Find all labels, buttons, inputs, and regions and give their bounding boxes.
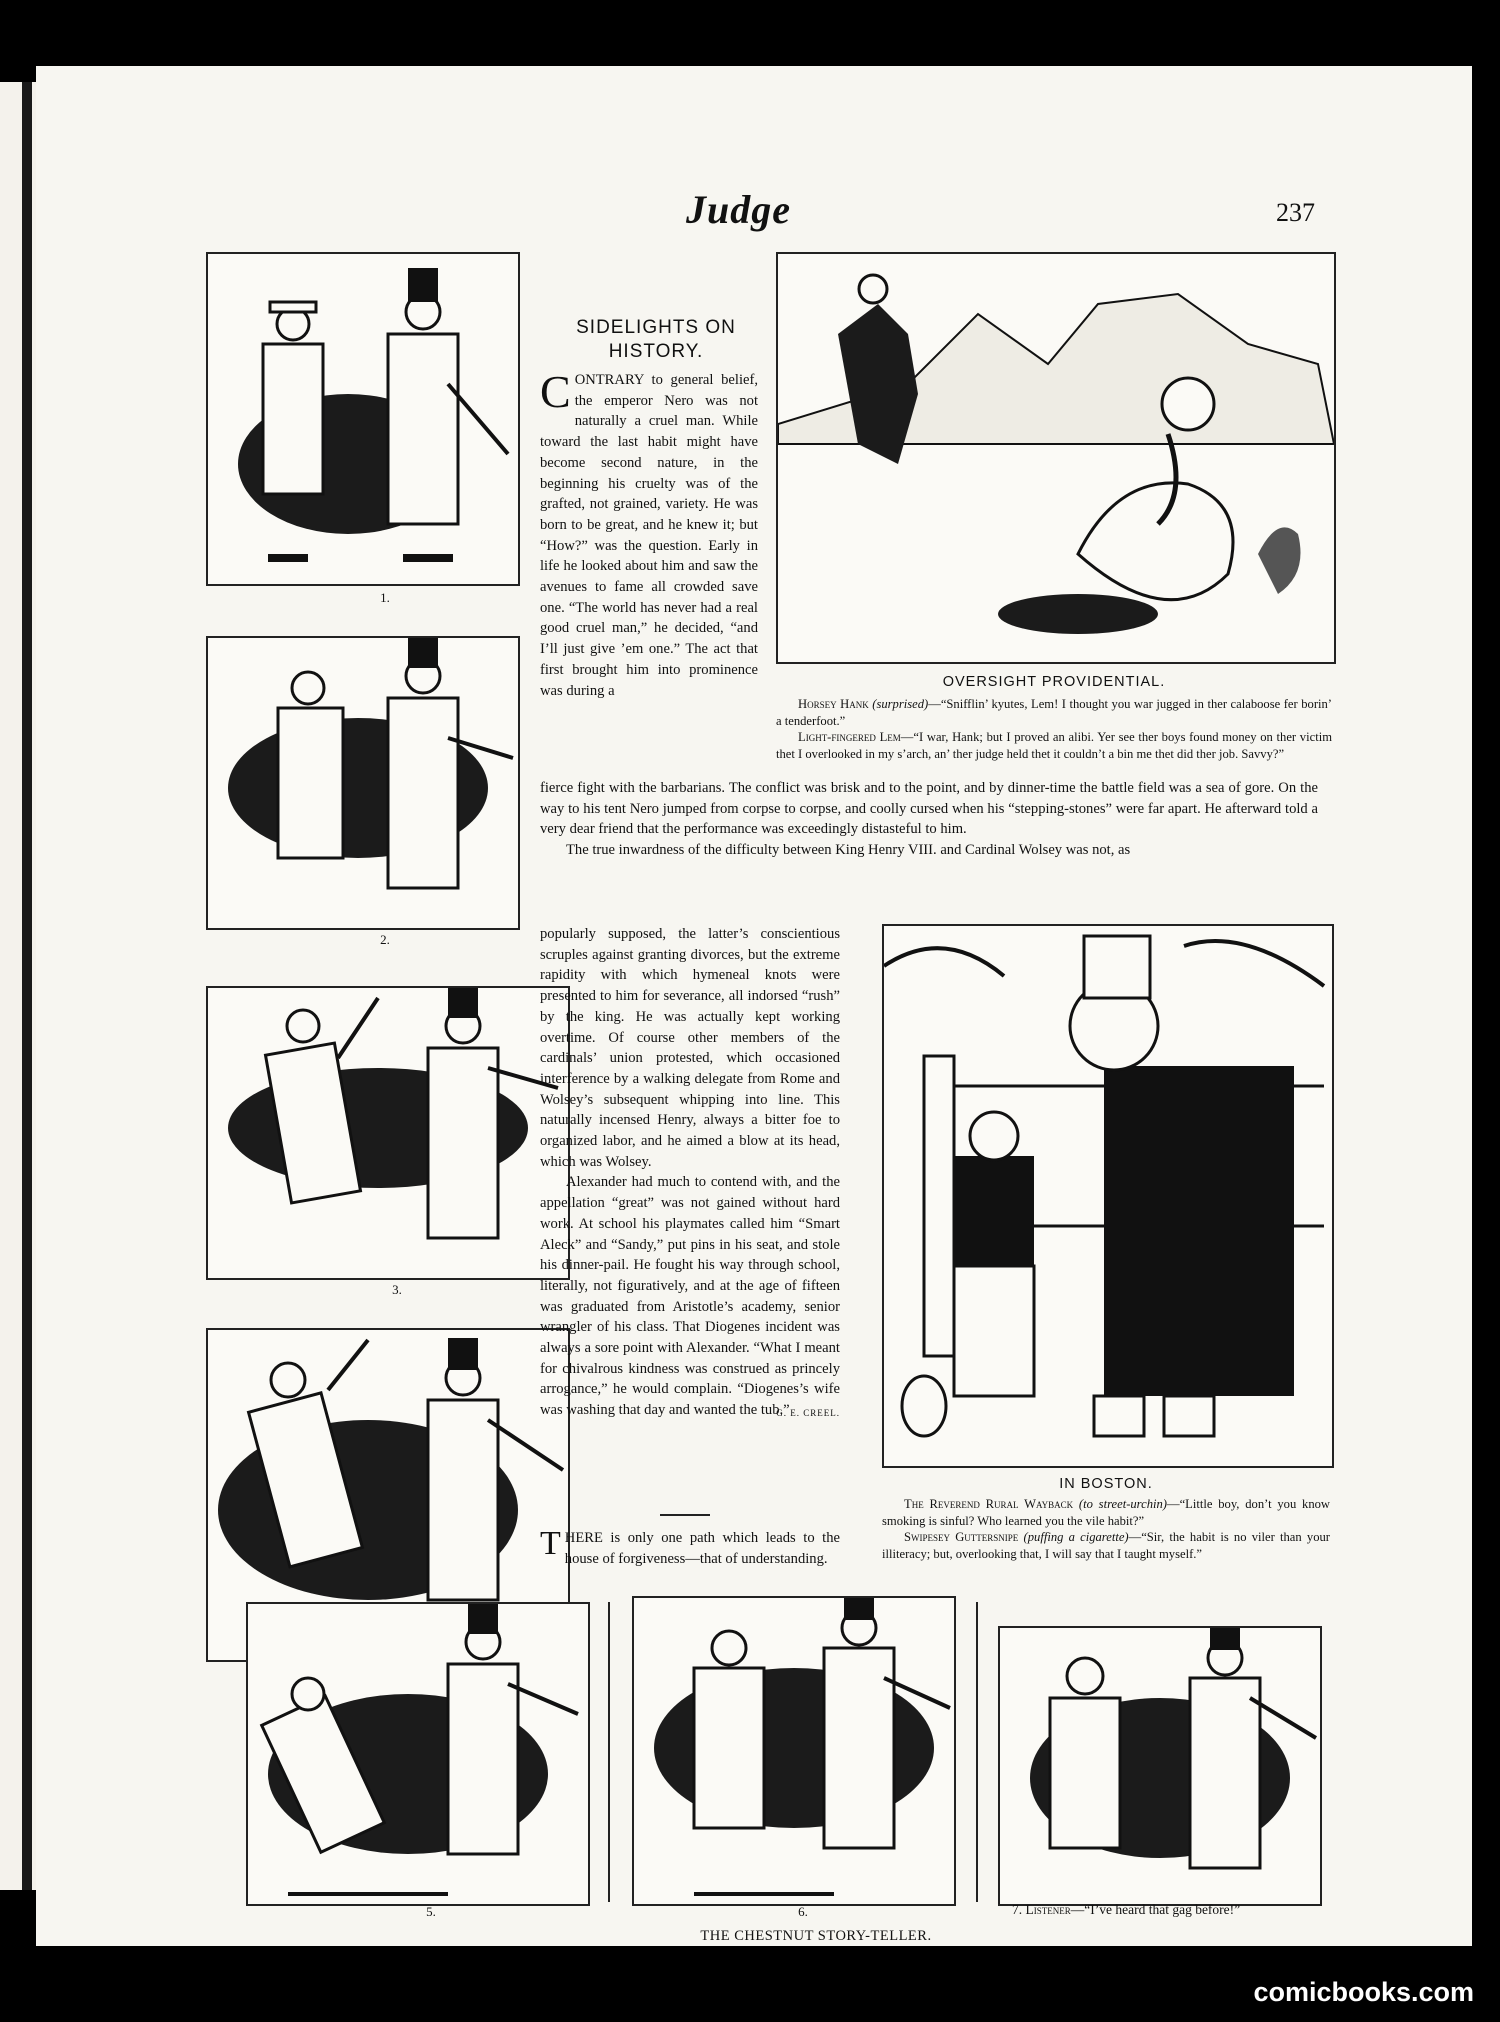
- oversight-speaker-2: Light-fingered Lem: [798, 730, 901, 744]
- strip-panel-2: [206, 636, 520, 930]
- panel-7-speaker: Listener: [1025, 1902, 1071, 1917]
- oversight-caption-text: [776, 696, 1332, 762]
- man-falling-illustration: [248, 1604, 588, 1904]
- article-signature: G. E. CREEL.: [776, 1407, 840, 1418]
- article-column-lower: [540, 924, 840, 1424]
- article-paragraph-2-end: popularly supposed, the latter’s conscientious scruples against granting divorces, but the extreme rapidity with which hymeneal knots were presented to him for severance, all indorsed “rush” by the king. He was actually kept working overtime. Of course other members of the cardinals’ union protested, which occasioned interference by a walking delegate from Rome and Wolsey’s subsequent whipping into line. This naturally incensed Henry, always a bitter foe to organized labor, and he aimed a blow at its head, which was Wolsey.: [540, 926, 840, 1170]
- filler-dropcap: T: [540, 1525, 561, 1562]
- strip-divider-2: [976, 1602, 978, 1902]
- panel-5-label: 5.: [426, 1904, 436, 1919]
- oversight-speaker-1: Horsey Hank: [798, 697, 869, 711]
- boston-stage-direction-2: (puffing a cigarette): [1023, 1530, 1129, 1544]
- boston-speaker-1: The Reverend Rural Wayback: [904, 1497, 1074, 1511]
- article-dropcap: C: [540, 370, 571, 417]
- article-paragraph-2-start: The true inwardness of the difficulty between King Henry VIII. and Cardinal Wolsey was not, as: [566, 842, 1131, 859]
- strip-panel-1: [206, 252, 520, 586]
- magazine-page: [36, 66, 1472, 1946]
- filler-paragraph: [540, 1525, 840, 1569]
- boston-caption-title: IN BOSTON.: [1059, 1476, 1153, 1492]
- article-title: SIDELIGHTS ON HISTORY.: [576, 317, 736, 362]
- site-watermark: comicbooks.com: [1253, 1977, 1474, 2007]
- strip-title: THE CHESTNUT STORY-TELLER.: [700, 1928, 932, 1944]
- two-men-talking-illustration: [208, 638, 518, 928]
- strip-panel-3: [206, 986, 570, 1280]
- panel-2-label: 2.: [380, 932, 390, 947]
- article-column-top: [540, 370, 758, 778]
- panel-1-label: 1.: [380, 590, 390, 605]
- reverend-and-urchin-illustration: [884, 926, 1332, 1466]
- boston-line-1: —“Little boy, don’t you know smoking is sinful? Who learned you the vile habit?”: [882, 1497, 1331, 1528]
- strip-panel-6: [632, 1596, 956, 1906]
- oversight-caption-title: OVERSIGHT PROVIDENTIAL.: [942, 674, 1166, 690]
- strip-divider-1: [608, 1602, 610, 1902]
- panel-7-label: 7.: [1012, 1902, 1023, 1917]
- strip-panel-7: [998, 1626, 1322, 1906]
- panel-6-label: 6.: [798, 1904, 808, 1919]
- boston-caption-text: [882, 1496, 1330, 1562]
- oversight-stage-direction: (surprised): [872, 697, 929, 711]
- filler-text: HERE is only one path which leads to the house of forgiveness—that of understanding.: [564, 1530, 840, 1567]
- oversight-line-2: —“I war, Hank; but I proved an alibi. Yer see ther boys found money on ther victim thet I overlooked in my s’arch, an’ ther judge held thet it couldn’t a bin me thet did ther job. Savvy?”: [776, 730, 1332, 761]
- article-paragraph-3: Alexander had much to contend with, and the appellation “great” was not gained without hard work. At school his playmates called him “Smart Aleck” and “Sandy,” put pins in his seat, and stole his dinner-pail. He fought his way through school, literally, not figuratively, and at the age of fifteen was graduated from Aristotle’s academy, senior wrangler of his class. That Diogenes incident was always a sore point with Alexander. “What I meant for chivalrous kindness was construed as princely arrogance,” he would complain. “Diogenes’s wife was washing that day and wanted the tub.”: [540, 1174, 840, 1419]
- article-wide-block: [540, 778, 1318, 861]
- oversight-line-1: —“Snifflin’ kyutes, Lem! I thought you war jugged in ther calaboose fer borin’ a tenderfoot.”: [776, 697, 1333, 728]
- man-gesturing-illustration: [208, 988, 568, 1278]
- panel-3-label: 3.: [392, 1282, 402, 1297]
- two-men-talking-illustration: [208, 254, 518, 584]
- panel-7-caption: [1012, 1902, 1332, 1918]
- cowboy-campfire-illustration: [778, 254, 1334, 662]
- man-doubled-over-illustration: [634, 1598, 954, 1904]
- in-boston-illustration: [882, 924, 1334, 1468]
- section-divider: [660, 1514, 710, 1516]
- article-paragraph-1-start: ONTRARY to general belief, the emperor Nero was not naturally a cruel man. While toward the last habit might have become second nature, in the beginning his cruelty was of the grafted, not grained, variety. He was born to be great, and he knew it; but “How?” was the question. Early in life he looked about him and saw the avenues to fame all crowded save one. “The world has never had a real good cruel man,” he decided, “and I’ll just give ’em one.” The act that first brought him into prominence was during a: [540, 372, 758, 699]
- binding-gutter: [22, 82, 32, 1890]
- oversight-providential-illustration: [776, 252, 1336, 664]
- listener-walking-away-illustration: [1000, 1628, 1320, 1904]
- strip-panel-5: [246, 1602, 590, 1906]
- page-number: 237: [1276, 198, 1315, 227]
- panel-7-line: —“I’ve heard that gag before!”: [1070, 1902, 1241, 1917]
- boston-stage-direction-1: (to street-urchin): [1078, 1497, 1167, 1511]
- boston-speaker-2: Swipesey Guttersnipe: [904, 1530, 1019, 1544]
- article-paragraph-1-end: fierce fight with the barbarians. The conflict was brisk and to the point, and by dinner-time the battle field was a sea of gore. On the way to his tent Nero jumped from corpse to corpse, and coolly cursed when his “stepping-stones” were far apart. He afterward told a very dear friend that the performance was exceedingly distasteful to him.: [540, 780, 1318, 838]
- boston-line-2: —“Sir, the habit is no viler than your illiteracy; but, overlooking that, I will say that I taught myself.”: [882, 1530, 1330, 1561]
- masthead-logo: Judge: [686, 187, 791, 232]
